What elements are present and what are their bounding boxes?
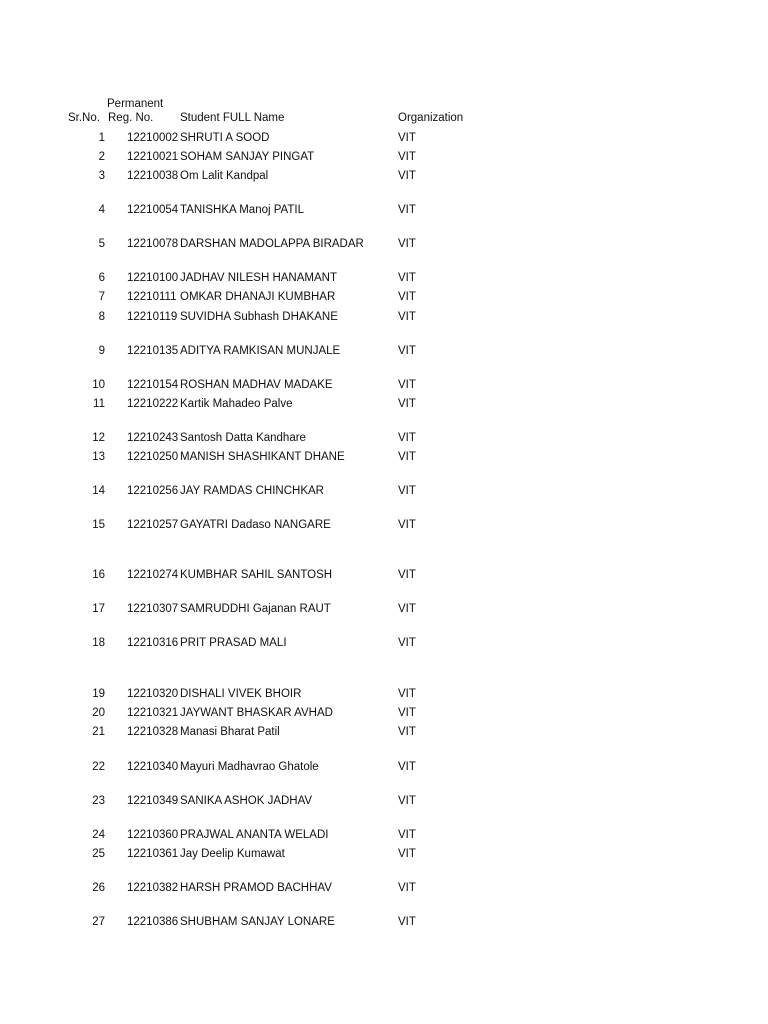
cell-reg-no: 12210111 xyxy=(127,291,177,303)
cell-student-name: Kartik Mahadeo Palve xyxy=(180,398,293,410)
cell-organization: VIT xyxy=(398,882,416,894)
cell-reg-no: 12210349 xyxy=(127,795,179,807)
cell-student-name: JAY RAMDAS CHINCHKAR xyxy=(180,485,324,497)
cell-organization: VIT xyxy=(398,451,416,463)
table-row xyxy=(0,725,768,739)
cell-sr-no: 22 xyxy=(92,761,105,773)
table-row xyxy=(0,310,768,324)
cell-student-name: Om Lalit Kandpal xyxy=(180,170,269,182)
cell-student-name: SHRUTI A SOOD xyxy=(180,132,270,144)
cell-sr-no: 16 xyxy=(92,569,105,581)
cell-student-name: PRAJWAL ANANTA WELADI xyxy=(180,829,329,841)
cell-sr-no: 3 xyxy=(98,170,105,182)
cell-organization: VIT xyxy=(398,795,416,807)
table-row xyxy=(0,847,768,861)
cell-student-name: ROSHAN MADHAV MADAKE xyxy=(180,379,333,391)
cell-sr-no: 7 xyxy=(98,291,105,303)
cell-sr-no: 19 xyxy=(92,688,105,700)
cell-organization: VIT xyxy=(398,485,416,497)
table-row xyxy=(0,431,768,445)
cell-reg-no: 12210320 xyxy=(127,688,179,700)
cell-organization: VIT xyxy=(398,132,416,144)
cell-sr-no: 9 xyxy=(98,345,105,357)
cell-organization: VIT xyxy=(398,726,416,738)
table-row xyxy=(0,484,768,498)
cell-reg-no: 12210256 xyxy=(127,485,179,497)
header-permanent: Permanent xyxy=(107,98,164,110)
cell-organization: VIT xyxy=(398,761,416,773)
cell-sr-no: 17 xyxy=(92,603,105,615)
cell-reg-no: 12210361 xyxy=(127,848,179,860)
cell-organization: VIT xyxy=(398,272,416,284)
cell-organization: VIT xyxy=(398,603,416,615)
cell-organization: VIT xyxy=(398,637,416,649)
cell-organization: VIT xyxy=(398,848,416,860)
cell-student-name: Manasi Bharat Patil xyxy=(180,726,280,738)
cell-organization: VIT xyxy=(398,432,416,444)
cell-reg-no: 12210021 xyxy=(127,151,179,163)
cell-student-name: ADITYA RAMKISAN MUNJALE xyxy=(180,345,341,357)
table-row xyxy=(0,915,768,929)
table-row xyxy=(0,150,768,164)
cell-sr-no: 26 xyxy=(92,882,105,894)
table-row xyxy=(0,450,768,464)
table-row xyxy=(0,602,768,616)
table-row xyxy=(0,687,768,701)
cell-organization: VIT xyxy=(398,398,416,410)
cell-sr-no: 20 xyxy=(92,707,105,719)
cell-organization: VIT xyxy=(398,519,416,531)
cell-student-name: SANIKA ASHOK JADHAV xyxy=(180,795,313,807)
cell-sr-no: 21 xyxy=(92,726,105,738)
cell-student-name: HARSH PRAMOD BACHHAV xyxy=(180,882,332,894)
table-row xyxy=(0,169,768,183)
table-row xyxy=(0,706,768,720)
cell-reg-no: 12210316 xyxy=(127,637,179,649)
cell-student-name: Jay Deelip Kumawat xyxy=(180,848,285,860)
cell-reg-no: 12210386 xyxy=(127,916,179,928)
cell-reg-no: 12210328 xyxy=(127,726,179,738)
cell-student-name: SAMRUDDHI Gajanan RAUT xyxy=(180,603,331,615)
cell-reg-no: 12210222 xyxy=(127,398,179,410)
table-row xyxy=(0,290,768,304)
table-row xyxy=(0,760,768,774)
cell-sr-no: 6 xyxy=(98,272,105,284)
cell-student-name: DISHALI VIVEK BHOIR xyxy=(180,688,302,700)
cell-student-name: GAYATRI Dadaso NANGARE xyxy=(180,519,331,531)
cell-student-name: OMKAR DHANAJI KUMBHAR xyxy=(180,291,336,303)
cell-organization: VIT xyxy=(398,291,416,303)
cell-sr-no: 8 xyxy=(98,311,105,323)
cell-reg-no: 12210100 xyxy=(127,272,179,284)
cell-organization: VIT xyxy=(398,916,416,928)
cell-reg-no: 12210038 xyxy=(127,170,179,182)
cell-reg-no: 12210154 xyxy=(127,379,179,391)
cell-sr-no: 1 xyxy=(98,132,105,144)
cell-reg-no: 12210243 xyxy=(127,432,179,444)
cell-organization: VIT xyxy=(398,688,416,700)
cell-student-name: JAYWANT BHASKAR AVHAD xyxy=(180,707,333,719)
cell-student-name: SHUBHAM SANJAY LONARE xyxy=(180,916,335,928)
table-row xyxy=(0,344,768,358)
cell-reg-no: 12210119 xyxy=(127,311,178,323)
cell-reg-no: 12210054 xyxy=(127,204,179,216)
cell-organization: VIT xyxy=(398,379,416,391)
cell-sr-no: 10 xyxy=(92,379,105,391)
header-sr-no: Sr.No. xyxy=(68,112,100,124)
table-row xyxy=(0,828,768,842)
table-row xyxy=(0,237,768,251)
cell-sr-no: 2 xyxy=(98,151,105,163)
cell-organization: VIT xyxy=(398,707,416,719)
cell-organization: VIT xyxy=(398,311,416,323)
cell-sr-no: 14 xyxy=(92,485,105,497)
cell-reg-no: 12210257 xyxy=(127,519,179,531)
cell-student-name: JADHAV NILESH HANAMANT xyxy=(180,272,337,284)
cell-student-name: SOHAM SANJAY PINGAT xyxy=(180,151,315,163)
cell-sr-no: 27 xyxy=(92,916,105,928)
cell-student-name: MANISH SHASHIKANT DHANE xyxy=(180,451,345,463)
header-reg-no: Reg. No. xyxy=(108,112,154,124)
table-row xyxy=(0,397,768,411)
cell-sr-no: 18 xyxy=(92,637,105,649)
cell-reg-no: 12210002 xyxy=(127,132,179,144)
cell-organization: VIT xyxy=(398,345,416,357)
cell-reg-no: 12210360 xyxy=(127,829,179,841)
cell-sr-no: 25 xyxy=(92,848,105,860)
cell-student-name: Mayuri Madhavrao Ghatole xyxy=(180,761,319,773)
table-row xyxy=(0,378,768,392)
cell-student-name: DARSHAN MADOLAPPA BIRADAR xyxy=(180,238,364,250)
cell-reg-no: 12210340 xyxy=(127,761,179,773)
header-student-name: Student FULL Name xyxy=(180,112,285,124)
cell-sr-no: 13 xyxy=(92,451,105,463)
table-row xyxy=(0,568,768,582)
cell-sr-no: 24 xyxy=(92,829,105,841)
header-organization: Organization xyxy=(398,112,464,124)
cell-sr-no: 5 xyxy=(98,238,105,250)
cell-sr-no: 15 xyxy=(92,519,105,531)
cell-student-name: PRIT PRASAD MALI xyxy=(180,637,287,649)
cell-reg-no: 12210321 xyxy=(127,707,179,719)
table-row xyxy=(0,131,768,145)
cell-sr-no: 4 xyxy=(98,204,105,216)
cell-student-name: KUMBHAR SAHIL SANTOSH xyxy=(180,569,333,581)
cell-reg-no: 12210250 xyxy=(127,451,179,463)
table-row xyxy=(0,271,768,285)
cell-sr-no: 23 xyxy=(92,795,105,807)
table-row xyxy=(0,518,768,532)
cell-organization: VIT xyxy=(398,569,416,581)
table-row xyxy=(0,881,768,895)
cell-organization: VIT xyxy=(398,829,416,841)
table-row xyxy=(0,636,768,650)
cell-student-name: Santosh Datta Kandhare xyxy=(180,432,306,444)
cell-organization: VIT xyxy=(398,204,416,216)
cell-reg-no: 12210382 xyxy=(127,882,179,894)
cell-reg-no: 12210078 xyxy=(127,238,179,250)
cell-sr-no: 12 xyxy=(92,432,105,444)
cell-organization: VIT xyxy=(398,238,416,250)
cell-reg-no: 12210135 xyxy=(127,345,179,357)
cell-organization: VIT xyxy=(398,170,416,182)
cell-reg-no: 12210307 xyxy=(127,603,179,615)
cell-student-name: SUVIDHA Subhash DHAKANE xyxy=(180,311,338,323)
cell-reg-no: 12210274 xyxy=(127,569,179,581)
table-row xyxy=(0,794,768,808)
cell-sr-no: 11 xyxy=(93,398,105,410)
cell-student-name: TANISHKA Manoj PATIL xyxy=(180,204,304,216)
table-row xyxy=(0,203,768,217)
cell-organization: VIT xyxy=(398,151,416,163)
